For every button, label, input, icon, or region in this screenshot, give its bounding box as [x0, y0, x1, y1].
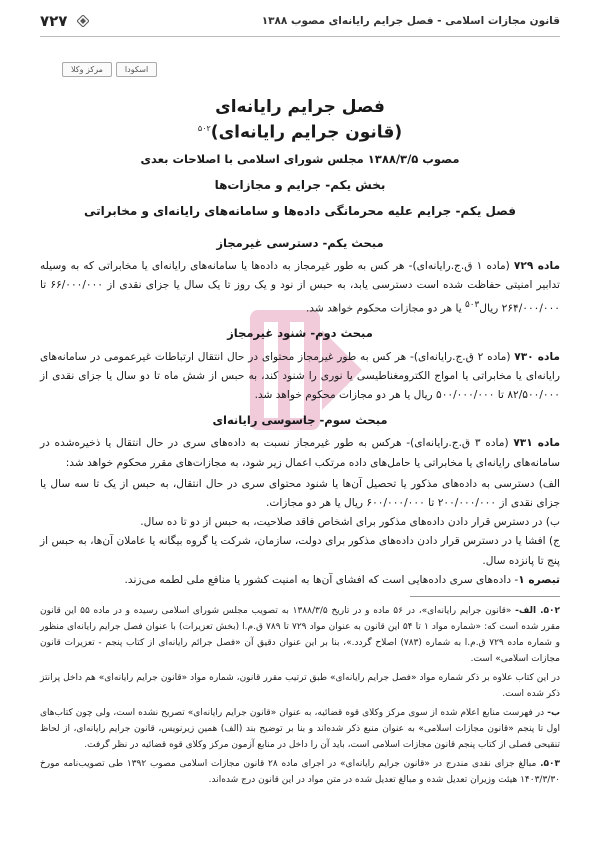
article-729 [40, 257, 560, 318]
article-text-after: یا هر دو مجازات محکوم خواهد شد. [305, 302, 462, 315]
chapter-main-title: فصل جرایم رایانه‌ای [215, 97, 385, 117]
section-heading-2: مبحث دوم- شنود غیرمجاز [227, 326, 373, 341]
footnote-text: در فهرست منابع اعلام شده از سوی مرکز وکلای قوه قضائیه، به عنوان «قانون جرایم رایانه‌ای» تصریح نشده است، ولی چون کتاب‌های اول تا پنجم «قانون مجازات اسلامی» به عنوان منبع ذکر شده‌اند و بنا بر توضیح بند (الف) همین زیرنویس، قانون جرایم رایانه‌ای، از لحاظ تنقیحی فصلی از کتاب پنجم قانون مجازات اسلامی است، باید آن را داخل در منابع آزمون مرکز وکلای قوه قضائیه در نظر گرفت. [40, 708, 560, 750]
ornament-diamond-icon [77, 15, 89, 27]
note-text: - داده‌های سری داده‌هایی است که افشای آن‌ها به امنیت کشور یا منافع ملی لطمه می‌زند. [124, 573, 519, 586]
footnote-502-b [40, 705, 560, 753]
footnote-label: ۵۰۳. [540, 759, 560, 769]
tag-skoda: اسکودا [116, 62, 157, 77]
article-label: ماده ۷۲۹ [513, 260, 561, 273]
approval-line: مصوب ۱۳۸۸/۳/۵ مجلس شورای اسلامی با اصلاحات بعدی [140, 151, 460, 166]
footnote-label: ۵۰۲. الف- [515, 606, 560, 616]
footnote-text: مبالغ جزای نقدی مندرج در «قانون جرایم رایانه‌ای» در اجرای ماده ۲۸ قانون مجازات اسلامی مصوب ۱۳۹۲ طی تصویب‌نامه مورخ ۱۴۰۳/۳/۳۰ هیئت وزیران تعدیل شده و مبالغ تعدیل شده در متن مواد در این قانون درج شده‌اند. [40, 759, 560, 785]
footnote-502-a [40, 603, 560, 667]
running-title: قانون مجازات اسلامی - فصل جرایم رایانه‌ای مصوب ۱۳۸۸ [261, 15, 560, 27]
section-heading-3: مبحث سوم- جاسوسی رایانه‌ای [212, 413, 388, 428]
law-title-text: (قانون جرایم رایانه‌ای) [210, 122, 403, 143]
footnote-ref-503[interactable]: ۵۰۳ [465, 299, 480, 310]
law-title [40, 118, 560, 144]
chapter-title: فصل یکم- جرایم علیه محرمانگی داده‌ها و سامانه‌های رایانه‌ای و مخابراتی [84, 203, 516, 218]
footnote-text: در این کتاب علاوه بر ذکر شماره مواد «فصل جرایم رایانه‌ای» طبق ترتیب مقرر قانون، شماره مواد «قانون جرایم رایانه‌ای» هم داخل پرانتز ذکر شده است. [40, 673, 560, 699]
article-text: (ماده ۲ ق.ج.رایانه‌ای)- هر کس به طور غیرمجاز محتوای در حال انتقال ارتباطات غیرعمومی در سامانه‌های رایانه‌ای یا مخابراتی یا امواج الکترومغناطیسی یا نوری را شنود کند، به حبس از شش ماه تا دو سال یا جزای نقدی از ۸۲/۵۰۰/۰۰۰ تا ۵۰۰/۰۰۰/۰۰۰ ریال یا هر دو مجازات محکوم خواهد شد. [40, 350, 560, 401]
page-number: ۷۲۷ [40, 12, 68, 30]
footnote-503 [40, 756, 560, 788]
header-rule [40, 36, 560, 37]
article-731 [40, 434, 560, 472]
article-text: (ماده ۳ ق.ج.رایانه‌ای)- هرکس به طور غیرمجاز نسبت به داده‌های سری در حال انتقال یا ذخیره‌شده در سامانه‌های رایانه‌ای یا مخابراتی یا حامل‌های داده مرتکب اعمال زیر شود، به مجازات‌های مقرر محکوم خواهد شد: [40, 437, 560, 469]
footnotes [40, 603, 560, 791]
footnote-label: ب- [547, 708, 560, 718]
footnote-502-note [40, 670, 560, 702]
body-text [40, 228, 560, 592]
article-text: (ماده ۱ ق.ج.رایانه‌ای)- هر کس به طور غیرمجاز به داده‌ها یا سامانه‌های رایانه‌ای یا مخابراتی که به وسیله تدابیر امنیتی حفاظت شده است دسترسی یابد، به حبس از نود و یک روز تا یک سال یا جزای نقدی از ۶۶/۰۰۰/۰۰۰ تا ۲۶۴/۰۰۰/۰۰۰ ریال [40, 260, 560, 315]
article-label: ماده ۷۳۰ [514, 350, 560, 363]
footnote-ref-502[interactable]: ۵۰۲ [197, 124, 211, 133]
footnote-rule [410, 596, 560, 597]
list-item-be: ب) در دسترس قرار دادن داده‌های مذکور برای اشخاص فاقد صلاحیت، به حبس از دو تا ده سال. [140, 516, 560, 529]
list-item-jim: ج) افشا یا در دسترس قرار دادن داده‌های مذکور برای دولت، سازمان، شرکت یا گروه بیگانه یا عاملان آن‌ها، به حبس از پنج تا پانزده سال. [40, 535, 560, 567]
footnote-text: «قانون جرایم رایانه‌ای»، در ۵۶ ماده و در تاریخ ۱۳۸۸/۳/۵ به تصویب مجلس شورای اسلامی رسیده و در ماده ۵۵ این قانون مقرر شده است که: «شماره مواد ۱ تا ۵۴ این قانون به عنوان مواد ۷۲۹ تا ۷۸۹ ق.م.ا (بخش تعزیرات) با عنوان فصل جرایم رایانه‌ای منظور و شماره ماده ۷۲۹ ق.م.ا به شماره (۷۸۳) اصلاح گردد.»، بنا بر این عنوان دقیق آن «فصل جرائم رایانه‌ای از کتاب پنجم - تعزیرات قانون مجازات اسلامی» است. [40, 606, 561, 664]
section-heading-1: مبحث یکم- دسترسی غیرمجاز [216, 236, 384, 250]
header-number-group [40, 12, 89, 30]
tag-markaz: مرکز وکلا [62, 62, 112, 77]
list-item-alef: الف) دسترسی به داده‌های مذکور یا تحصیل آن‌ها یا شنود محتوای سری در حال انتقال، به حبس از یک تا سه سال یا جزای نقدی از ۲۰۰/۰۰۰/۰۰۰ تا ۶۰۰/۰۰۰/۰۰۰ ریال یا هر دو مجازات. [40, 477, 560, 509]
article-label: ماده ۷۳۱ [513, 437, 560, 450]
article-730 [40, 348, 560, 406]
page-header [40, 10, 560, 32]
part-title: بخش یکم- جرایم و مجازات‌ها [214, 177, 386, 192]
note-label: تبصره ۱ [518, 573, 560, 586]
source-tags [62, 62, 157, 77]
title-block [40, 96, 560, 218]
note-1 [40, 571, 560, 590]
